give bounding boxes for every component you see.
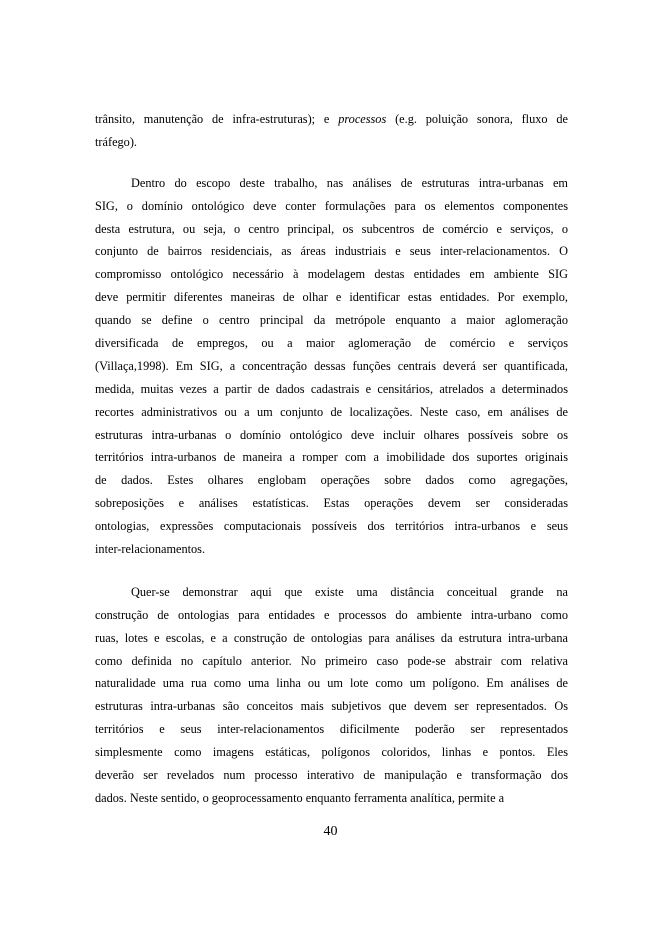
text-line: tráfego). bbox=[95, 134, 137, 149]
text-line: compromisso ontológico necessário à modelagem destas entidades em ambiente SIG bbox=[95, 267, 568, 282]
text-line: Dentro do escopo deste trabalho, nas análises de estruturas intra-urbanas em bbox=[131, 175, 568, 190]
paragraph-1 bbox=[95, 108, 568, 154]
paragraph-3 bbox=[95, 581, 568, 810]
document-body bbox=[95, 108, 568, 810]
text-line: deverão ser revelados num processo interativo de manipulação e transformação dos bbox=[95, 768, 568, 783]
text-line: naturalidade uma rua como uma linha ou um lote como um polígono. Em análises de bbox=[95, 676, 568, 691]
text-line: SIG, o domínio ontológico deve conter formulações para os elementos componentes bbox=[95, 198, 568, 213]
text-line bbox=[95, 108, 568, 131]
text-line: estruturas intra-urbanas são conceitos mais subjetivos que devem ser representados. Os bbox=[95, 699, 568, 714]
text-line: diversificada de empregos, ou a maior aglomeração de comércio e serviços bbox=[95, 336, 568, 351]
text-line: quando se define o centro principal da metrópole enquanto a maior aglomeração bbox=[95, 313, 568, 328]
text-line: conjunto de bairros residenciais, as áreas industriais e seus inter-relacionamentos. O bbox=[95, 244, 568, 259]
text-line: territórios e seus inter-relacionamentos dificilmente poderão ser representados bbox=[95, 722, 568, 737]
text-segment: trânsito, manutenção de infra-estruturas); e bbox=[95, 112, 330, 126]
text-line: recortes administrativos ou a um conjunto de localizações. Neste caso, em análises de bbox=[95, 404, 568, 419]
text-line: ruas, lotes e escolas, e a construção de ontologias para análises da estrutura intra-urbana bbox=[95, 630, 568, 645]
text-line: ontologias, expressões computacionais possíveis dos territórios intra-urbanos e seus bbox=[95, 519, 568, 534]
text-line: de dados. Estes olhares englobam operações sobre dados como agregações, bbox=[95, 473, 568, 488]
text-line: territórios intra-urbanos de maneira a romper com a imobilidade dos suportes originais bbox=[95, 450, 568, 465]
text-line: deve permitir diferentes maneiras de olhar e identificar estas entidades. Por exemplo, bbox=[95, 290, 568, 305]
text-line: (Villaça,1998). Em SIG, a concentração dessas funções centrais deverá ser quantificada, bbox=[95, 358, 568, 373]
text-line: inter-relacionamentos. bbox=[95, 542, 206, 557]
text-line: desta estrutura, ou seja, o centro principal, os subcentros de comércio e serviços, o bbox=[95, 221, 568, 236]
text-line: dados. Neste sentido, o geoprocessamento enquanto ferramenta analítica, permite a bbox=[95, 790, 505, 805]
text-segment: (e.g. poluição sonora, fluxo de bbox=[395, 112, 568, 126]
page-number: 40 bbox=[323, 824, 338, 839]
text-line: sobreposições e análises estatísticas. Estas operações devem ser consideradas bbox=[95, 496, 568, 511]
paragraph-2 bbox=[95, 172, 568, 561]
text-line: simplesmente como imagens estáticas, polígonos coloridos, linhas e pontos. Eles bbox=[95, 745, 568, 760]
text-line: Quer-se demonstrar aqui que existe uma distância conceitual grande na bbox=[131, 584, 568, 599]
text-line: como definida no capítulo anterior. No primeiro caso pode-se abstrair com relativa bbox=[95, 653, 568, 668]
italic-term: processos bbox=[338, 112, 387, 126]
text-line: construção de ontologias para entidades e processos do ambiente intra-urbano como bbox=[95, 607, 568, 622]
text-line: estruturas intra-urbanas o domínio ontológico deve incluir olhares possíveis sobre os bbox=[95, 427, 568, 442]
text-line: medida, muitas vezes a partir de dados cadastrais e censitários, atrelados a determinados bbox=[95, 381, 568, 396]
